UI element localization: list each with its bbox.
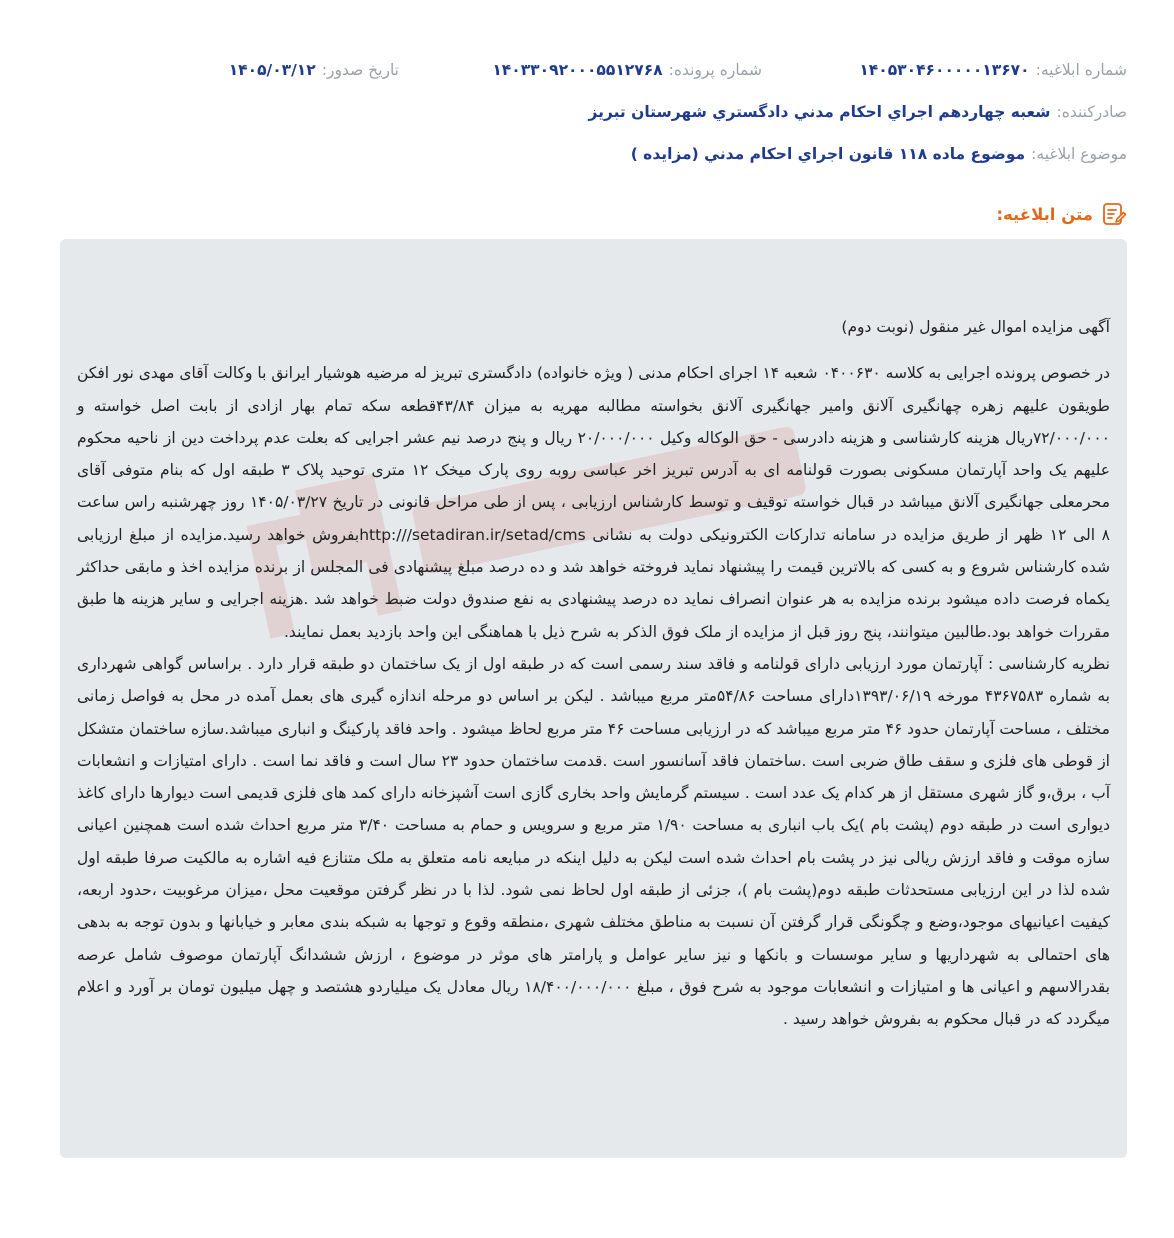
meta-row-subject: [47, 141, 1127, 167]
notice-number-label: شماره ابلاغیه:: [1035, 61, 1127, 79]
notice-number-value: ۱۴۰۵۳۰۴۶۰۰۰۰۰۱۳۶۷۰: [859, 61, 1030, 79]
notice-number: [859, 61, 1127, 79]
issuer-value: شعبه چهاردهم اجراي احکام مدني دادگستري شهرستان تبريز: [588, 103, 1051, 121]
issue-date-label: تاریخ صدور:: [321, 61, 399, 79]
notice-body-text: [77, 311, 1110, 1036]
notice-text-header: [996, 199, 1127, 229]
meta-row-issuer: [47, 99, 1127, 125]
notice-text-title: متن ابلاغیه:: [996, 204, 1093, 224]
document-edit-icon: [1101, 201, 1127, 227]
subject-label: موضوع ابلاغیه:: [1031, 145, 1127, 163]
issue-date: [229, 61, 399, 79]
file-number-value: ۱۴۰۳۳۰۹۲۰۰۰۵۵۱۲۷۶۸: [492, 61, 663, 79]
file-number: [492, 61, 762, 79]
ad-paragraph-2: نظریه کارشناسی : آپارتمان مورد ارزیابی دارای قولنامه و فاقد سند رسمی است که در طبقه اول از یک ساختمان دو طبقه قرار دارد . براساس گواهی شهرداری به شماره ۴۳۶۷۵۸۳ مورخه ۱۳۹۳/۰۶/۱۹دارای مساحت ۵۴/۸۶متر مربع میباشد . لیکن بر اساس دو مرحله اندازه گیری های بعمل آمده در محل به فواصل زمانی مختلف ، مساحت آپارتمان حدود ۴۶ متر مربع میباشد که در ارزیابی مساحت ۴۶ متر مربع لحاظ میشود . واحد فاقد پارکینگ و انباری میباشد.سازه ساختمان متشکل از قوطی های فلزی و سقف طاق ضربی است .ساختمان فاقد آسانسور است .قدمت ساختمان حدود ۲۳ سال است و فاقد نما است . دارای امتیازات و انشعابات آب ، برق،و گاز شهری مستقل از هر کدام یک عدد است . سیستم گرمایش واحد بخاری گازی است آشپزخانه دارای کمد های فلزی قدیمی است دیوارها دارای کاغذ دیواری است در طبقه دوم (پشت بام )یک باب انباری به مساحت ۱/۹۰ متر مربع و سرویس و حمام به مساحت ۳/۴۰ متر مربع احداث شده است همچنین اعیانی سازه موقت و فاقد ارزش ریالی نیز در پشت بام احداث شده است لیکن به دلیل اینکه در مبایعه نامه متعلق به ملک متنازع فیه اشاره به مالکیت صرفا طبقه اول شده لذا در این ارزیابی مستحدثات طبقه دوم(پشت بام )، جزئی از طبقه اول لحاظ نمی شود. لذا با در نظر گرفتن موقعیت محل ،میزان مرغوبیت ،حدود اربعه، کیفیت اعیانیهای موجود،وضع و چگونگی قرار گرفتن آن نسبت به مناطق مختلف شهری ،منطقه وقوع و توجها به شبکه بندی معابر و خیابانها و بدون توجه به بدهی های احتمالی به شهرداریها و سایر موسسات و بانکها و نیز سایر عوامل و پارامتر های موثر در موضوع ، ارزش ششدانگ آپارتمان موصوف شامل عرصه بقدرالاسهم و اعیانی ها و امتیازات و انشعابات موجود به شرح فوق ، مبلغ ۱۸/۴۰۰/۰۰۰/۰۰۰ ریال معادل یک میلیاردو هشتصد و چهل میلیون تومان بر آورد و اعلام میگردد که در قبال محکوم به بفروش خواهد رسید .: [76, 654, 1110, 1029]
ad-paragraph-1: در خصوص پرونده اجرایی به کلاسه ۰۴۰۰۶۳۰ شعبه ۱۴ اجرای احکام مدنی ( ویژه خانواده) دادگستری تبریز له مرضیه هوشیار ایرانق با وکالت آقای مهدی نور افکن طویقون علیهم زهره چهانگیری آلانق وامیر جهانگیری آلانق بخواسته مطالبه مهریه به میزان ۴۳/۸۴قطعه سکه تمام بهار ازادی از بابت اصل خواسته و ۷۲/۰۰۰/۰۰۰ریال هزینه کارشناسی و هزینه دادرسی - حق الوکاله وکیل ۲۰/۰۰۰/۰۰۰ ریال و پنج درصد نیم عشر اجرایی که بعلت عدم پرداخت دین از ناحیه محکوم علیهم یک واحد آپارتمان مسکونی بصورت قولنامه ای به آدرس تبریز اخر عباسی روبه روی پارک میخک ۱۲ متری توحید پلاک ۳ طبقه اول که بنام متوفی آقای محرمعلی جهانگیری آلانق میباشد در قبال خواسته توقیف و توسط کارشناس ارزیابی ، پس از طی مراحل قانونی در تاریخ ۱۴۰۵/۰۳/۲۷ روز چهرشنبه راس ساعت ۸ الی ۱۲ ظهر از طریق مزایده در سامانه تدارکات الکترونیکی دولت به نشانی http:///setadiran.ir/setad/cmsبفروش خواهد رسید.مزایده از مبلغ ارزیابی شده کارشناس شروع و به کسی که بالاترین قیمت را پیشنهاد نماید فروخته خواهد شد و ده درصد مبلغ پیشنهادی فی المجلس از برنده مزایده اخذ و مابقی حداکثر یکماه فرصت داده میشود برنده مزایده به هر عنوان انصراف نماید ده درصد پیشنهادی به نفع صندوق دولت ضبط خواهد شد .هزینه اجرایی و سایر هزینه ها طبق مقررات خواهد بود.طالبین میتوانند، پنج روز قبل از مزایده از ملک فوق الذکر به شرح ذیل با هماهنگی این واحد بازدید بعمل نمایند.: [77, 364, 1111, 641]
issuer-label: صادرکننده:: [1056, 103, 1127, 121]
notice-body-panel: [60, 239, 1127, 1158]
subject-value: موضوع ماده ۱۱۸ قانون اجراي احکام مدني (مزايده ): [630, 145, 1026, 163]
meta-row-numbers: [47, 57, 1127, 83]
file-number-label: شماره پرونده:: [668, 61, 762, 79]
issue-date-value: ۱۴۰۵/۰۳/۱۲: [228, 61, 316, 79]
ad-title: آگهی مزایده اموال غیر منقول (نوبت دوم): [841, 318, 1110, 336]
